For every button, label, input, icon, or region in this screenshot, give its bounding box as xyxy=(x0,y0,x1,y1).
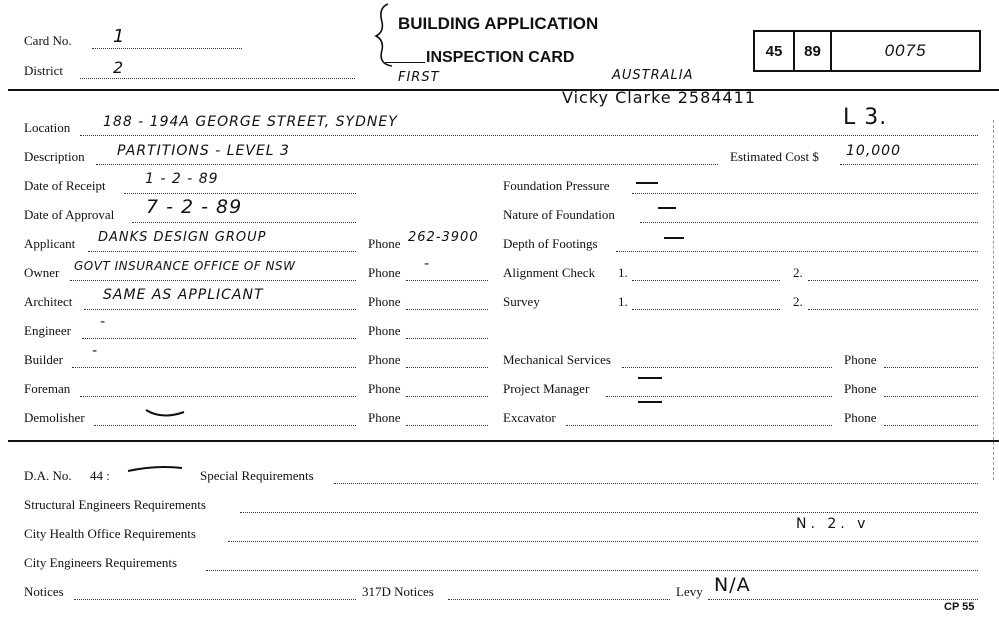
footer-code: CP 55 xyxy=(944,601,975,613)
excavator-phone-label: Phone xyxy=(844,410,877,425)
nature-foundation-label: Nature of Foundation xyxy=(503,207,615,222)
architect-phone-label: Phone xyxy=(368,294,401,309)
engineer-value: - xyxy=(100,314,107,330)
owner-line xyxy=(70,280,356,281)
alignment-check-line-2 xyxy=(808,280,978,281)
owner-phone-label: Phone xyxy=(368,265,401,280)
date-approval-value: 7 - 2 - 89 xyxy=(146,196,243,218)
project-manager-label: Project Manager xyxy=(503,381,590,396)
right-edge-mark xyxy=(993,120,999,480)
owner-value: GOVT INSURANCE OFFICE OF NSW xyxy=(74,259,296,273)
applicant-label: Applicant xyxy=(24,236,76,251)
applicant-value: DANKS DESIGN GROUP xyxy=(98,230,267,245)
mechanical-services-line xyxy=(622,367,832,368)
demolisher-phone-line xyxy=(406,425,488,426)
special-requirements-label: Special Requirements xyxy=(200,468,314,483)
date-receipt-label: Date of Receipt xyxy=(24,178,106,193)
city-engineers-line xyxy=(206,570,978,571)
excavator-label: Excavator xyxy=(503,410,556,425)
notices-317d-label: 317D Notices xyxy=(362,584,434,599)
handwritten-first: FIRST xyxy=(398,70,440,85)
depth-footings-line xyxy=(616,251,978,252)
builder-phone-label: Phone xyxy=(368,352,401,367)
engineer-line xyxy=(82,338,356,339)
demolisher-line xyxy=(94,425,356,426)
levy-value: N/A xyxy=(714,574,751,596)
nature-foundation-line xyxy=(640,222,978,223)
brace-icon xyxy=(370,0,400,70)
architect-value: SAME AS APPLICANT xyxy=(103,287,264,303)
health-requirements-line xyxy=(228,541,978,542)
mechanical-phone-line xyxy=(884,367,978,368)
form-title: BUILDING APPLICATION xyxy=(398,14,599,33)
survey-line-2 xyxy=(808,309,978,310)
project-manager-line xyxy=(606,396,832,397)
health-requirements-label: City Health Office Requirements xyxy=(24,526,196,541)
date-approval-label: Date of Approval xyxy=(24,207,115,222)
header-divider xyxy=(8,89,999,91)
da-dash-mark xyxy=(126,463,184,477)
foundation-pressure-label: Foundation Pressure xyxy=(503,178,610,193)
owner-label: Owner xyxy=(24,265,60,280)
district-line xyxy=(80,78,355,79)
project-manager-phone-label: Phone xyxy=(844,381,877,396)
title-underline xyxy=(385,62,425,63)
builder-phone-line xyxy=(406,367,488,368)
nature-foundation-dash xyxy=(658,207,676,209)
engineer-label: Engineer xyxy=(24,323,71,338)
mechanical-services-label: Mechanical Services xyxy=(503,352,611,367)
engineer-phone-line xyxy=(406,338,488,339)
architect-phone-line xyxy=(406,309,488,310)
alignment-check-line-1 xyxy=(632,280,780,281)
estimated-cost-line xyxy=(840,164,978,165)
notices-317d-line xyxy=(448,599,670,600)
foundation-pressure-line xyxy=(632,193,978,194)
estimated-cost-value: 10,000 xyxy=(846,143,901,159)
description-line xyxy=(96,164,718,165)
builder-value: - xyxy=(92,343,99,359)
architect-line xyxy=(84,309,356,310)
notices-line xyxy=(74,599,356,600)
card-no-value: 1 xyxy=(113,26,126,47)
foundation-pressure-dash xyxy=(636,182,658,184)
alignment-check-1: 1. xyxy=(618,265,628,280)
notices-label: Notices xyxy=(24,584,64,599)
da-no-label: D.A. No. xyxy=(24,468,72,483)
date-approval-line xyxy=(132,222,356,223)
handwritten-australia: AUSTRALIA xyxy=(612,68,694,83)
card-no-line xyxy=(92,48,242,49)
project-manager-dash-1 xyxy=(638,377,662,379)
card-no-label: Card No. xyxy=(24,33,72,48)
alignment-check-label: Alignment Check xyxy=(503,265,596,280)
application-number-box xyxy=(753,30,981,72)
mechanical-phone-label: Phone xyxy=(844,352,877,367)
survey-2: 2. xyxy=(793,294,803,309)
description-value: PARTITIONS - LEVEL 3 xyxy=(117,143,290,159)
survey-1: 1. xyxy=(618,294,628,309)
location-label: Location xyxy=(24,120,71,135)
survey-label: Survey xyxy=(503,294,540,309)
builder-line xyxy=(72,367,356,368)
owner-phone-line xyxy=(406,280,488,281)
description-label: Description xyxy=(24,149,85,164)
demolisher-label: Demolisher xyxy=(24,410,85,425)
special-requirements-line xyxy=(334,483,978,484)
applicant-line xyxy=(88,251,356,252)
estimated-cost-label: Estimated Cost $ xyxy=(730,149,819,164)
number-cell-1: 45 xyxy=(755,32,795,70)
excavator-phone-line xyxy=(884,425,978,426)
date-receipt-value: 1 - 2 - 89 xyxy=(145,171,219,187)
number-cell-2: 89 xyxy=(795,32,832,70)
survey-line-1 xyxy=(632,309,780,310)
excavator-line xyxy=(566,425,832,426)
owner-phone-value: - xyxy=(424,256,431,272)
health-note: N. 2. v xyxy=(796,516,870,532)
foreman-phone-label: Phone xyxy=(368,381,401,396)
location-line xyxy=(80,135,978,136)
levy-label: Levy xyxy=(676,584,703,599)
district-value: 2 xyxy=(113,58,125,77)
builder-label: Builder xyxy=(24,352,63,367)
demolisher-phone-label: Phone xyxy=(368,410,401,425)
form-subtitle: INSPECTION CARD xyxy=(426,49,575,66)
date-receipt-line xyxy=(124,193,356,194)
demolisher-dash-mark xyxy=(142,404,188,420)
engineer-phone-label: Phone xyxy=(368,323,401,338)
structural-requirements-line xyxy=(240,512,978,513)
foreman-phone-line xyxy=(406,396,488,397)
number-cell-3: 0075 xyxy=(884,41,927,60)
project-manager-phone-line xyxy=(884,396,978,397)
project-manager-dash-2 xyxy=(638,401,662,403)
middle-divider xyxy=(8,440,999,442)
district-label: District xyxy=(24,63,63,78)
levy-line xyxy=(708,599,978,600)
applicant-phone-label: Phone xyxy=(368,236,401,251)
structural-requirements-label: Structural Engineers Requirements xyxy=(24,497,206,512)
applicant-phone-value: 262-3900 xyxy=(408,230,479,245)
city-engineers-label: City Engineers Requirements xyxy=(24,555,178,570)
foreman-label: Foreman xyxy=(24,381,71,396)
level-note: L 3. xyxy=(843,105,888,130)
foreman-line xyxy=(80,396,356,397)
depth-footings-dash xyxy=(664,237,684,239)
da-no-value: 44 : xyxy=(90,468,110,483)
location-value: 188 - 194A GEORGE STREET, SYDNEY xyxy=(103,114,398,130)
contact-note: Vicky Clarke 2584411 xyxy=(562,88,756,107)
architect-label: Architect xyxy=(24,294,73,309)
alignment-check-2: 2. xyxy=(793,265,803,280)
depth-footings-label: Depth of Footings xyxy=(503,236,598,251)
